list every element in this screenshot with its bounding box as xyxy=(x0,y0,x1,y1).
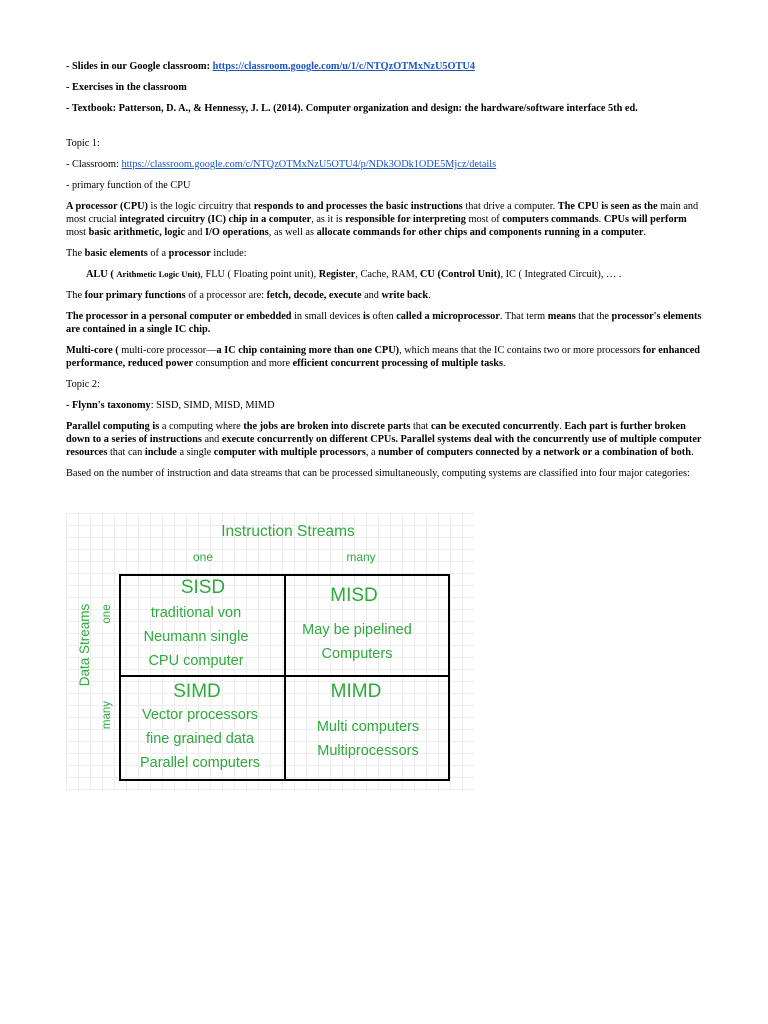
data-streams-label: Data Streams xyxy=(77,603,92,687)
text-run: The xyxy=(66,248,85,259)
text-run: in small devices xyxy=(291,311,363,322)
slides-label: - Slides in our Google classroom: xyxy=(66,61,213,72)
text-run: , as it is xyxy=(311,214,346,225)
text-run: include: xyxy=(210,248,247,259)
text-run: main and most crucial xyxy=(66,201,699,225)
text-run: , FLU ( Floating point unit), xyxy=(200,269,319,280)
text-run: ALU ( xyxy=(86,269,117,280)
text-run: Arithmetic Logic Unit) xyxy=(116,269,201,279)
text-run: . xyxy=(643,227,646,238)
text-run: can be executed concurrently xyxy=(430,421,560,432)
text-run: CPUs will perform xyxy=(603,214,687,225)
misd-line: May be pipelined xyxy=(302,622,412,638)
text-run: Register xyxy=(318,269,356,280)
text-run: . xyxy=(559,421,565,432)
text-run: The xyxy=(66,290,85,301)
slides-line xyxy=(66,60,706,73)
text-run: of a xyxy=(147,248,169,259)
text-run: a single xyxy=(176,447,214,458)
text-run: a IC chip containing more than one CPU) xyxy=(216,345,400,356)
text-run: , Cache, RAM, xyxy=(355,269,420,280)
sisd-line: CPU computer xyxy=(148,653,244,669)
text-run: efficient concurrent processing of multiple tasks xyxy=(292,358,503,369)
topic1-heading: Topic 1: xyxy=(66,138,100,149)
multicore-paragraph xyxy=(66,344,706,370)
flynn-line xyxy=(66,399,706,412)
four-functions-line xyxy=(66,289,706,302)
textbook-line xyxy=(66,102,706,115)
text-run: the jobs are broken into discrete parts xyxy=(243,421,411,432)
text-run: for enhanced performance, reduced power xyxy=(66,345,701,369)
text-run: . xyxy=(428,290,431,301)
text-run: that xyxy=(410,421,431,432)
data-many-label: many xyxy=(101,700,113,730)
text-run: , a xyxy=(365,447,379,458)
text-run: . xyxy=(690,447,694,458)
text-run: Multi-core ( xyxy=(66,345,122,356)
flynn-grid-svg xyxy=(66,513,474,791)
text-run: Each part is further broken down to a series of instructions xyxy=(66,421,686,445)
text-run: number of computers connected by a network or a combination of both xyxy=(378,447,691,458)
simd-line: Vector processors xyxy=(141,707,259,723)
text-run: that the xyxy=(575,311,612,322)
slides-link[interactable]: https://classroom.google.com/u/1/c/NTQzOTMxNzU5OTU4 xyxy=(212,61,475,72)
text-run: processor's elements are contained in a single IC chip. xyxy=(66,311,702,335)
text-run: basic elements xyxy=(84,248,148,259)
sisd-line: traditional von xyxy=(150,605,242,621)
instruction-many-label: many xyxy=(346,550,376,564)
primary-function-line: - primary function of the CPU xyxy=(66,180,191,191)
text-run: is xyxy=(363,311,370,322)
text-run: The processor in a personal computer or embedded xyxy=(66,311,292,322)
elements-list-line xyxy=(66,268,706,281)
text-run: Parallel computing is xyxy=(66,421,160,432)
classroom-link[interactable]: https://classroom.google.com/c/NTQzOTMxNzU5OTU4/p/NDk3ODk1ODE5Mjcz/details xyxy=(121,159,497,170)
exercises-text: - Exercises in the classroom xyxy=(66,82,187,93)
document-body xyxy=(66,60,706,488)
classroom-label: - Classroom: xyxy=(66,159,122,170)
parallel-paragraph xyxy=(66,420,706,459)
mimd-line: Multiprocessors xyxy=(317,743,419,759)
text-run: consumption and more xyxy=(193,358,293,369)
text-run: and xyxy=(361,290,382,301)
text-run: that can xyxy=(107,447,145,458)
instruction-streams-label: Instruction Streams xyxy=(221,523,355,540)
text-run: often xyxy=(369,311,397,322)
text-run: four primary functions xyxy=(84,290,186,301)
text-run: fetch, decode, execute xyxy=(266,290,362,301)
text-run: , as well as xyxy=(268,227,317,238)
text-run: - Flynn's taxonomy xyxy=(66,400,151,411)
text-run: CU (Control Unit) xyxy=(420,269,501,280)
simd-title: SIMD xyxy=(173,681,221,702)
classroom-line xyxy=(66,158,706,171)
cpu-paragraph xyxy=(66,200,706,239)
data-one-label: one xyxy=(101,604,113,624)
text-run: integrated circuitry (IC) chip in a computer xyxy=(119,214,312,225)
text-run: most of xyxy=(465,214,503,225)
sisd-title: SISD xyxy=(180,577,226,598)
text-run: : SISD, SIMD, MISD, MIMD xyxy=(150,400,275,411)
text-run: . That term xyxy=(499,311,548,322)
text-run: that drive a computer. xyxy=(462,201,558,212)
text-run: execute concurrently on different CPUs. Parallel systems deal with the concurrently use of multiple computer resources xyxy=(66,434,702,458)
text-run: basic arithmetic, logic xyxy=(88,227,185,238)
simd-line: fine grained data xyxy=(145,731,255,747)
instruction-one-label: one xyxy=(192,550,214,564)
text-run: and xyxy=(184,227,205,238)
mimd-line: Multi computers xyxy=(316,719,420,735)
text-run: . xyxy=(503,358,506,369)
exercises-line xyxy=(66,81,706,94)
text-run: , IC ( Integrated Circuit), … . xyxy=(500,269,622,280)
text-run: of a processor are: xyxy=(185,290,267,301)
mimd-title: MIMD xyxy=(330,681,382,702)
text-run: most xyxy=(66,227,89,238)
flynn-taxonomy-diagram xyxy=(66,513,474,791)
misd-title: MISD xyxy=(330,585,378,606)
text-run: called a microprocessor xyxy=(396,311,500,322)
text-run: A processor (CPU) xyxy=(66,201,148,212)
text-run: write back xyxy=(381,290,429,301)
text-run: I/O operations xyxy=(205,227,269,238)
text-run: responds to and processes the basic instructions xyxy=(253,201,463,212)
text-run: computers commands xyxy=(502,214,599,225)
text-run: responsible for interpreting xyxy=(345,214,466,225)
microprocessor-paragraph xyxy=(66,310,706,336)
sisd-line: Neumann single xyxy=(143,629,249,645)
text-run: , which means that the IC contains two or more processors xyxy=(399,345,643,356)
text-run: include xyxy=(144,447,177,458)
classification-line: Based on the number of instruction and data streams that can be processed simultaneously, computing systems are classified into four major categories: xyxy=(66,468,690,479)
simd-line: Parallel computers xyxy=(139,755,261,771)
text-run: The CPU is seen as the xyxy=(557,201,658,212)
text-run: multi-core processor— xyxy=(121,345,217,356)
text-run: . xyxy=(598,214,604,225)
textbook-text: - Textbook: Patterson, D. A., & Hennessy, J. L. (2014). Computer organization and design: the hardware/software interface 5th ed. xyxy=(66,103,638,114)
text-run: processor xyxy=(168,248,211,259)
text-run: means xyxy=(547,311,576,322)
text-run: allocate commands for other chips and components running in a computer xyxy=(316,227,644,238)
text-run: computer with multiple processors xyxy=(213,447,366,458)
text-run: a computing where xyxy=(159,421,244,432)
text-run: is the logic circuitry that xyxy=(147,201,254,212)
basic-elements-line xyxy=(66,247,706,260)
text-run: and xyxy=(201,434,222,445)
topic2-heading: Topic 2: xyxy=(66,379,100,390)
misd-line: Computers xyxy=(321,646,393,662)
